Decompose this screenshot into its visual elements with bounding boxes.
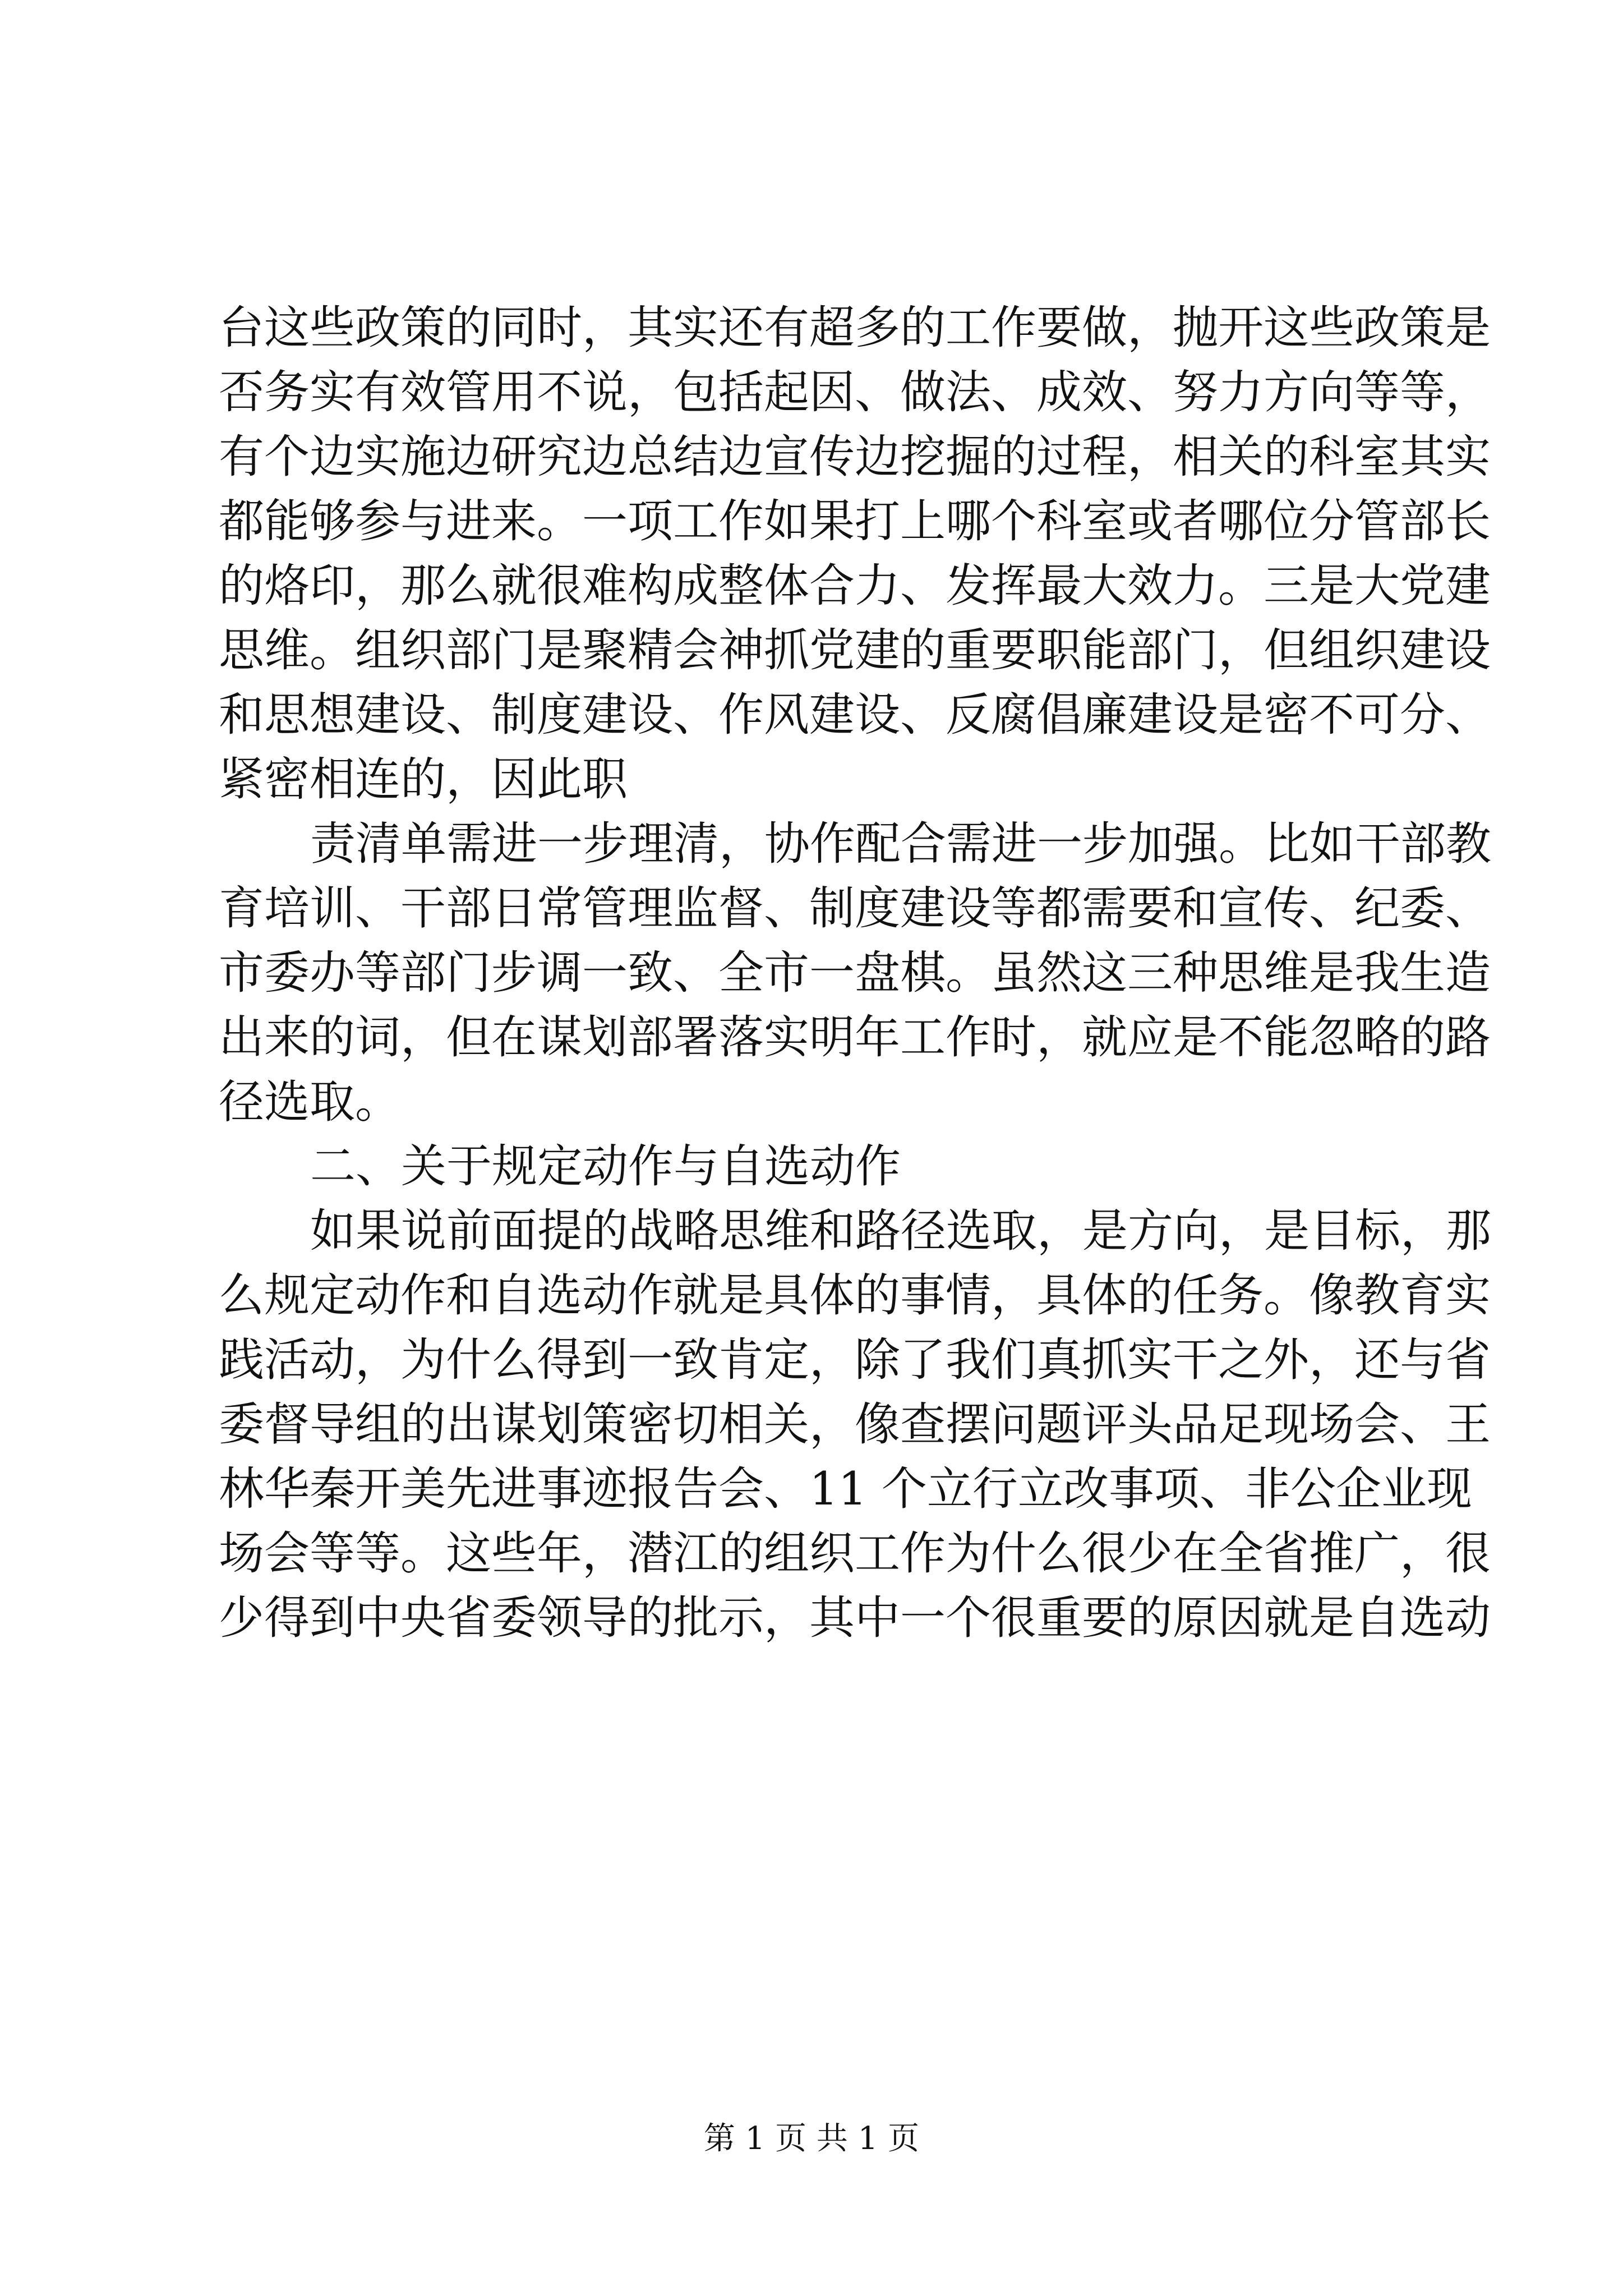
text-line: 有个边实施边研究边总结边宣传边挖掘的过程，相关的科室其实 bbox=[219, 431, 1491, 484]
text-line: 和思想建设、制度建设、作风建设、反腐倡廉建设是密不可分、 bbox=[219, 689, 1491, 742]
page-number-label: 第 1 页 共 1 页 bbox=[703, 2120, 920, 2157]
paragraph-first-line: 责清单需进一步理清，协作配合需进一步加强。比如干部教 bbox=[310, 818, 1492, 871]
text-line: 的烙印，那么就很难构成整体合力、发挥最大效力。三是大党建 bbox=[219, 560, 1491, 613]
text-line: 台这些政策的同时，其实还有超多的工作要做，抛开这些政策是 bbox=[219, 302, 1491, 355]
text-line: 委督导组的出谋划策密切相关，像查摆问题评头品足现场会、王 bbox=[219, 1398, 1491, 1451]
text-line: 林华秦开美先进事迹报告会、11 个立行立改事项、非公企业现 bbox=[219, 1463, 1472, 1516]
text-line: 么规定动作和自选动作就是具体的事情，具体的任务。像教育实 bbox=[219, 1269, 1491, 1322]
text-line: 思维。组织部门是聚精会神抓党建的重要职能部门，但组织建设 bbox=[219, 624, 1491, 677]
text-line: 径选取。 bbox=[219, 1076, 401, 1129]
text-line: 育培训、干部日常管理监督、制度建设等都需要和宣传、纪委、 bbox=[219, 882, 1491, 935]
paragraph-first-line: 如果说前面提的战略思维和路径选取，是方向，是目标，那 bbox=[310, 1205, 1492, 1258]
text-line: 出来的词，但在谋划部署落实明年工作时，就应是不能忽略的路 bbox=[219, 1011, 1491, 1064]
document-body bbox=[219, 296, 1492, 1651]
text-line: 紧密相连的，因此职 bbox=[219, 753, 628, 806]
page-footer bbox=[0, 2119, 1623, 2159]
text-line: 市委办等部门步调一致、全市一盘棋。虽然这三种思维是我生造 bbox=[219, 947, 1491, 1000]
text-line: 践活动，为什么得到一致肯定，除了我们真抓实干之外，还与省 bbox=[219, 1334, 1491, 1387]
text-line: 都能够参与进来。一项工作如果打上哪个科室或者哪位分管部长 bbox=[219, 495, 1491, 548]
text-line: 少得到中央省委领导的批示，其中一个很重要的原因就是自选动 bbox=[219, 1592, 1491, 1645]
text-line: 场会等等。这些年，潜江的组织工作为什么很少在全省推广，很 bbox=[219, 1527, 1491, 1580]
section-heading: 二、关于规定动作与自选动作 bbox=[310, 1140, 901, 1193]
text-line: 否务实有效管用不说，包括起因、做法、成效、努力方向等等， bbox=[219, 366, 1491, 419]
